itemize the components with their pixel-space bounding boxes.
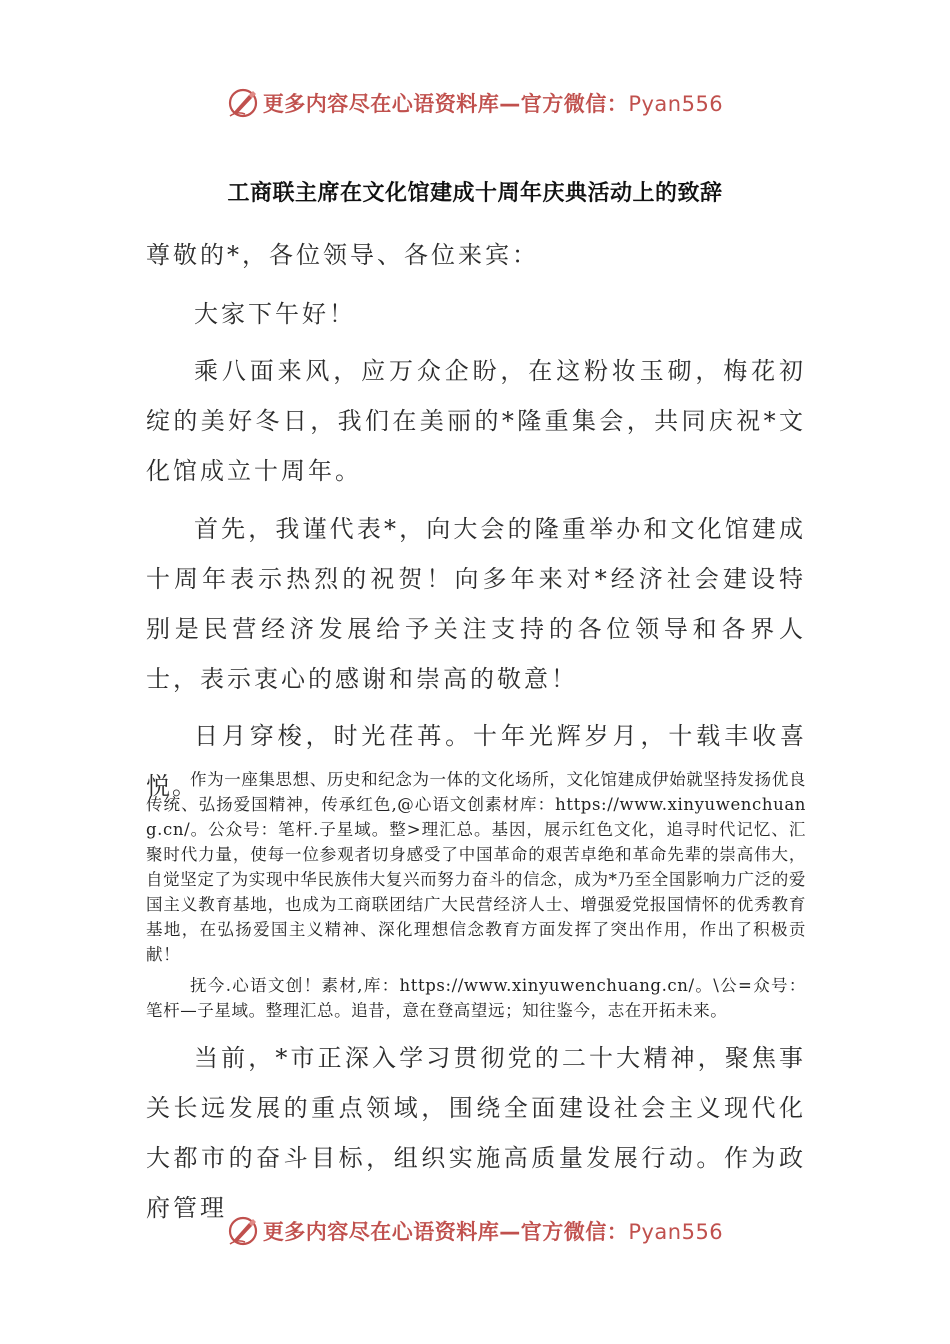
paragraph-1: 乘八面来风，应万众企盼，在这粉妆玉砌，梅花初绽的美好冬日，我们在美丽的*隆重集会，共同庆祝*文化馆成立十周年。: [146, 357, 806, 485]
watermark-text: 更多内容尽在心语资料库—官方微信：: [262, 1220, 629, 1244]
greeting-block: [146, 289, 806, 339]
paragraph-6: 当前，*市正深入学习贯彻党的二十大精神，聚焦事关长远发展的重点领域，围绕全面建设社会主义现代化大都市的奋斗目标，组织实施高质量发展行动。作为政府管理: [146, 1044, 806, 1222]
salutation: 尊敬的*，各位领导、各位来宾：: [146, 241, 539, 269]
paragraph-4-block: [146, 767, 806, 967]
watermark-banner-bottom: [0, 1208, 950, 1254]
salutation-block: [146, 230, 806, 280]
paragraph-5-block: [146, 973, 806, 1023]
paragraph-5: 抚今.心语文创！素材,库：https://www.xinyuwenchuang.cn/。\公=众号：笔杆—子星域。整理汇总。追昔，意在登高望远；知往鉴今，志在开拓未来。: [146, 976, 806, 1020]
watermark-text: 更多内容尽在心语资料库—官方微信：: [262, 92, 629, 116]
page-title: 工商联主席在文化馆建成十周年庆典活动上的致辞: [227, 181, 723, 206]
wechat-id: Pyan556: [628, 1220, 724, 1244]
paragraph-4: 作为一座集思想、历史和纪念为一体的文化场所，文化馆建成伊始就坚持发扬优良传统、弘扬爱国精神，传承红色,@心语文创素材库：https://www.xinyuwenchuang.cn/。公众号：笔杆.子星域。整>理汇总。基因，展示红色文化，追寻时代记忆、汇聚时代力量，使每一位参观者切身感受了中国革命的艰苦卓绝和革命先辈的崇高伟大，自觉坚定了为实现中华民族伟大复兴而努力奋斗的信念，成为*乃至全国影响力广泛的爱国主义教育基地，也成为工商联团结广大民营经济人士、增强爱党报国情怀的优秀教育基地，在弘扬爱国主义精神、深化理想信念教育方面发挥了突出作用，作出了积极贡献！: [146, 770, 806, 964]
pen-logo-icon: [227, 1215, 259, 1247]
paragraph-2: 首先，我谨代表*，向大会的隆重举办和文化馆建成十周年表示热烈的祝贺！向多年来对*经济社会建设特别是民营经济发展给予关注支持的各位领导和各界人士，表示衷心的感谢和崇高的敬意！: [146, 515, 806, 693]
paragraph-2-block: [146, 504, 806, 704]
greeting: 大家下午好！: [194, 300, 356, 328]
paragraph-3: 日月穿梭，时光荏苒。十年光辉岁月，十载丰收喜悦。: [146, 722, 806, 800]
pen-logo-icon: [227, 87, 259, 119]
watermark-banner-top: [0, 80, 950, 126]
paragraph-1-block: [146, 346, 806, 496]
paragraph-6-block: [146, 1033, 806, 1233]
wechat-id: Pyan556: [628, 92, 724, 116]
